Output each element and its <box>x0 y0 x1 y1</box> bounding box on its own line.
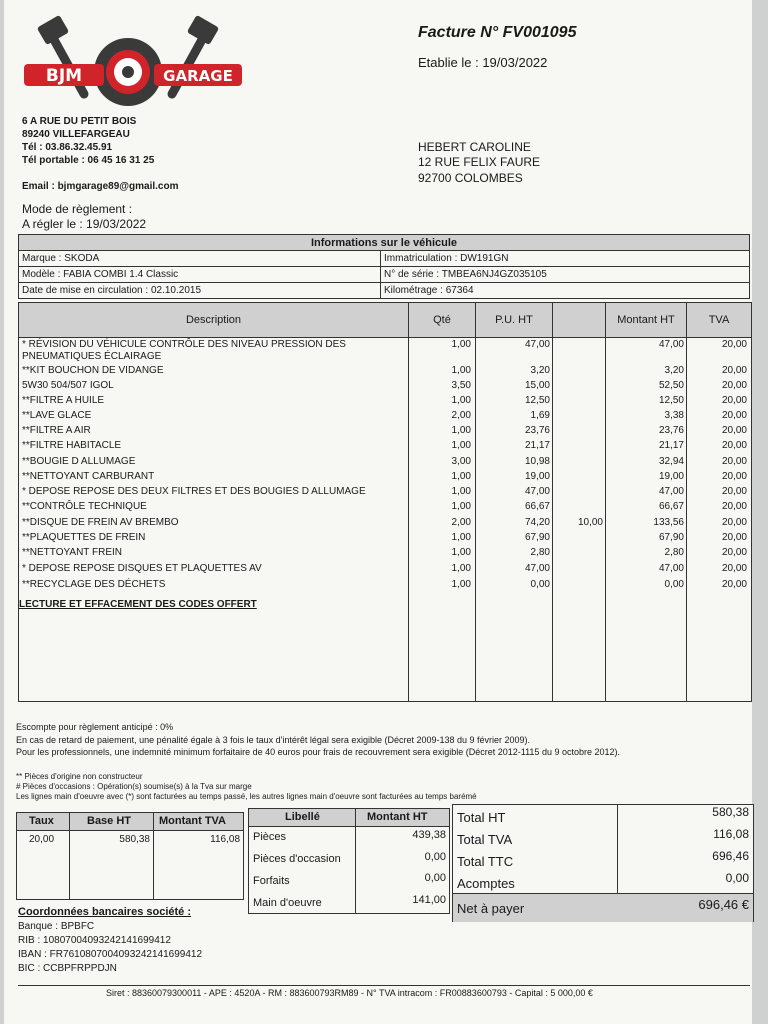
line-item-row <box>19 517 751 532</box>
vehicle-mileage: Kilométrage : 67364 <box>381 283 750 299</box>
legal-discount: Escompte pour règlement anticipé : 0% <box>16 722 174 732</box>
total-ttc-label: Total TTC <box>457 854 514 869</box>
breakdown-value: 439,38 <box>412 829 446 841</box>
line-vat: 20,00 <box>721 579 747 590</box>
total-tva-value: 116,08 <box>713 827 749 841</box>
col-qty: Qté <box>433 314 451 326</box>
line-description: **NETTOYANT CARBURANT <box>22 471 155 482</box>
footer-legal: Siret : 88360079300011 - APE : 4520A - RM : 883600793RM89 - N° TVA intracom : FR00883600793 - Capital : 5 000,00 € <box>106 988 593 998</box>
bank-title: Coordonnées bancaires société : <box>18 906 191 918</box>
deposit-value: 0,00 <box>725 871 749 885</box>
client-city: 92700 COLOMBES <box>418 171 523 185</box>
vehicle-serial: N° de série : TMBEA6NJ4GZ035105 <box>381 267 750 283</box>
line-description: **PLAQUETTES DE FREIN <box>22 532 146 543</box>
net-to-pay-value: 696,46 € <box>698 897 749 912</box>
line-description: * RÉVISION DU VÉHICULE CONTRÔLE DES NIVEAU PRESSION DES <box>22 339 346 350</box>
vat-amount: 116,08 <box>210 834 240 845</box>
client-name: HEBERT CAROLINE <box>418 140 531 154</box>
invoice-title: Facture N° FV001095 <box>418 24 577 41</box>
line-item-row <box>19 410 751 425</box>
line-description: 5W30 504/507 IGOL <box>22 380 114 391</box>
line-unit-price: 47,00 <box>524 563 550 574</box>
line-unit-price: 12,50 <box>524 395 550 406</box>
payment-due: A régler le : 19/03/2022 <box>22 217 147 231</box>
line-vat: 20,00 <box>721 471 747 482</box>
line-vat: 20,00 <box>721 425 747 436</box>
breakdown-header-label: Libellé <box>285 811 320 823</box>
line-item-row <box>19 395 751 410</box>
note-used-parts: # Pièces d'occasions : Opération(s) soumise(s) à la Tva sur marge <box>16 782 252 791</box>
line-item-row <box>19 440 751 455</box>
note-labour: Les lignes main d'oeuvre avec (*) sont facturées au temps passé, les autres lignes main d'oeuvre sont facturées au temps barémé <box>16 792 477 801</box>
vehicle-plate: Immatriculation : DW191GN <box>381 251 750 267</box>
line-qty: 1,00 <box>451 365 471 376</box>
line-discount: 10,00 <box>577 517 603 528</box>
line-unit-price: 19,00 <box>524 471 550 482</box>
line-qty: 1,00 <box>451 532 471 543</box>
line-item-row <box>19 365 751 380</box>
line-amount: 3,38 <box>664 410 684 421</box>
breakdown-label: Forfaits <box>253 875 290 887</box>
company-address1: 6 A RUE DU PETIT BOIS <box>22 116 137 127</box>
line-item-row <box>19 486 751 501</box>
total-ttc-value: 696,46 <box>712 849 749 863</box>
line-item-row <box>19 471 751 486</box>
legal-late-penalty: En cas de retard de paiement, une pénalité égale à 3 fois le taux d'intérêt légal sera exigible (Décret 2009-138 du 9 février 2009). <box>16 735 531 745</box>
line-amount: 47,00 <box>658 339 684 350</box>
bjm-garage-logo <box>22 14 244 112</box>
line-items-table <box>18 302 752 702</box>
footer-rule <box>18 985 750 986</box>
note-non-oem: ** Pièces d'origine non constructeur <box>16 772 143 781</box>
bank-iban: IBAN : FR7610807004093242141699412 <box>18 949 203 960</box>
col-amount: Montant HT <box>617 314 675 326</box>
line-description: **FILTRE HABITACLE <box>22 440 122 451</box>
line-amount: 3,20 <box>664 365 684 376</box>
line-description: * DEPOSE REPOSE DES DEUX FILTRES ET DES BOUGIES D ALLUMAGE <box>22 486 366 497</box>
line-amount: 67,90 <box>658 532 684 543</box>
logo-text-left: BJM <box>45 66 83 86</box>
vehicle-heading: Informations sur le véhicule <box>19 235 750 251</box>
col-discount <box>553 303 605 337</box>
line-description: **BOUGIE D ALLUMAGE <box>22 456 136 467</box>
line-qty: 2,00 <box>451 517 471 528</box>
line-qty: 1,00 <box>451 579 471 590</box>
line-qty: 1,00 <box>451 471 471 482</box>
line-description: **RECYCLAGE DES DÉCHETS <box>22 579 166 590</box>
vehicle-model: Modèle : FABIA COMBI 1.4 Classic <box>19 267 381 283</box>
line-amount: 133,56 <box>653 517 684 528</box>
line-qty: 1,00 <box>451 425 471 436</box>
line-item-row <box>19 501 751 516</box>
line-item-row <box>19 339 751 362</box>
logo-text-right: GARAGE <box>163 67 233 85</box>
line-amount: 32,94 <box>658 456 684 467</box>
line-description: **LAVE GLACE <box>22 410 92 421</box>
line-unit-price: 2,80 <box>530 547 550 558</box>
line-vat: 20,00 <box>721 456 747 467</box>
vehicle-info-table <box>18 234 750 299</box>
client-street: 12 RUE FELIX FAURE <box>418 155 541 169</box>
legal-recovery-fee: Pour les professionnels, une indemnité minimum forfaitaire de 40 euros pour frais de recouvrement sera exigible (Décret 2012-1115 du 9 octobre 2012). <box>16 747 620 757</box>
line-unit-price: 47,00 <box>524 339 550 350</box>
line-description-continued: PNEUMATIQUES ÉCLAIRAGE <box>22 351 162 362</box>
line-vat: 20,00 <box>721 547 747 558</box>
total-ht-label: Total HT <box>457 810 506 825</box>
line-unit-price: 1,69 <box>530 410 550 421</box>
line-vat: 20,00 <box>721 395 747 406</box>
line-unit-price: 0,00 <box>530 579 550 590</box>
payment-mode: Mode de règlement : <box>22 202 133 216</box>
line-item-row <box>19 563 751 578</box>
bank-rib: RIB : 10807004093242141699412 <box>18 935 171 946</box>
breakdown-value: 141,00 <box>412 894 446 906</box>
bank-name: Banque : BPBFC <box>18 921 95 932</box>
line-vat: 20,00 <box>721 517 747 528</box>
invoice-date: Etablie le : 19/03/2022 <box>418 55 548 70</box>
vat-base: 580,38 <box>119 834 150 845</box>
company-address2: 89240 VILLEFARGEAU <box>22 129 130 140</box>
line-amount: 0,00 <box>664 579 684 590</box>
line-qty: 3,50 <box>451 380 471 391</box>
line-unit-price: 66,67 <box>524 501 550 512</box>
breakdown-value: 0,00 <box>424 851 446 863</box>
deposit-label: Acomptes <box>457 876 515 891</box>
vat-rate: 20,00 <box>29 834 55 845</box>
line-amount: 2,80 <box>664 547 684 558</box>
line-description: **NETTOYANT FREIN <box>22 547 123 558</box>
line-qty: 1,00 <box>451 440 471 451</box>
total-tva-label: Total TVA <box>457 832 513 847</box>
company-tel: Tél : 03.86.32.45.91 <box>22 142 113 153</box>
bank-bic: BIC : CCBPFRPPDJN <box>18 963 117 974</box>
line-qty: 1,00 <box>451 563 471 574</box>
vehicle-first-registration: Date de mise en circulation : 02.10.2015 <box>19 283 381 299</box>
totals-table <box>452 804 754 922</box>
line-amount: 47,00 <box>658 563 684 574</box>
line-unit-price: 21,17 <box>524 440 550 451</box>
line-item-row <box>19 579 751 594</box>
line-description: **FILTRE A AIR <box>22 425 91 436</box>
breakdown-label: Pièces <box>253 831 287 843</box>
line-qty: 3,00 <box>451 456 471 467</box>
line-item-row <box>19 380 751 395</box>
line-description: **DISQUE DE FREIN AV BREMBO <box>22 517 179 528</box>
offer-line: LECTURE ET EFFACEMENT DES CODES OFFERT <box>19 599 257 610</box>
line-description: **CONTRÔLE TECHNIQUE <box>22 501 147 512</box>
vat-header-rate: Taux <box>29 815 54 827</box>
line-unit-price: 23,76 <box>524 425 550 436</box>
line-unit-price: 74,20 <box>524 517 550 528</box>
breakdown-table <box>248 808 450 914</box>
line-qty: 1,00 <box>451 486 471 497</box>
line-amount: 12,50 <box>658 395 684 406</box>
col-unit-price: P.U. HT <box>495 314 533 326</box>
line-amount: 19,00 <box>658 471 684 482</box>
vat-table <box>16 812 244 900</box>
line-amount: 52,50 <box>658 380 684 391</box>
breakdown-label: Pièces d'occasion <box>253 853 341 865</box>
line-qty: 1,00 <box>451 339 471 350</box>
line-unit-price: 10,98 <box>524 456 550 467</box>
line-unit-price: 3,20 <box>530 365 550 376</box>
vat-header-base: Base HT <box>87 815 132 827</box>
line-vat: 20,00 <box>721 563 747 574</box>
line-vat: 20,00 <box>721 486 747 497</box>
line-vat: 20,00 <box>721 532 747 543</box>
breakdown-value: 0,00 <box>424 872 446 884</box>
line-qty: 1,00 <box>451 501 471 512</box>
line-unit-price: 47,00 <box>524 486 550 497</box>
line-amount: 47,00 <box>658 486 684 497</box>
col-description: Description <box>185 314 242 326</box>
net-to-pay-label: Net à payer <box>457 901 525 916</box>
line-item-row <box>19 425 751 440</box>
line-description: * DEPOSE REPOSE DISQUES ET PLAQUETTES AV <box>22 563 262 574</box>
line-amount: 23,76 <box>658 425 684 436</box>
line-description: **FILTRE A HUILE <box>22 395 105 406</box>
line-amount: 21,17 <box>658 440 684 451</box>
line-qty: 1,00 <box>451 395 471 406</box>
company-email: Email : bjmgarage89@gmail.com <box>22 181 179 192</box>
line-amount: 66,67 <box>658 501 684 512</box>
breakdown-header-amount: Montant HT <box>367 811 428 823</box>
vehicle-brand: Marque : SKODA <box>19 251 381 267</box>
line-vat: 20,00 <box>721 380 747 391</box>
line-qty: 1,00 <box>451 547 471 558</box>
line-unit-price: 15,00 <box>524 380 550 391</box>
line-vat: 20,00 <box>721 339 747 350</box>
line-item-row <box>19 456 751 471</box>
col-vat: TVA <box>708 314 730 326</box>
invoice-page <box>4 0 752 1024</box>
line-unit-price: 67,90 <box>524 532 550 543</box>
line-item-row <box>19 547 751 562</box>
line-description: **KIT BOUCHON DE VIDANGE <box>22 365 164 376</box>
vat-header-amount: Montant TVA <box>159 815 227 827</box>
line-vat: 20,00 <box>721 501 747 512</box>
line-vat: 20,00 <box>721 410 747 421</box>
line-items-header <box>19 303 751 338</box>
line-qty: 2,00 <box>451 410 471 421</box>
line-vat: 20,00 <box>721 440 747 451</box>
line-vat: 20,00 <box>721 365 747 376</box>
line-item-row <box>19 532 751 547</box>
breakdown-label: Main d'oeuvre <box>253 897 322 909</box>
total-ht-value: 580,38 <box>712 805 749 819</box>
company-mobile: Tél portable : 06 45 16 31 25 <box>22 155 155 166</box>
